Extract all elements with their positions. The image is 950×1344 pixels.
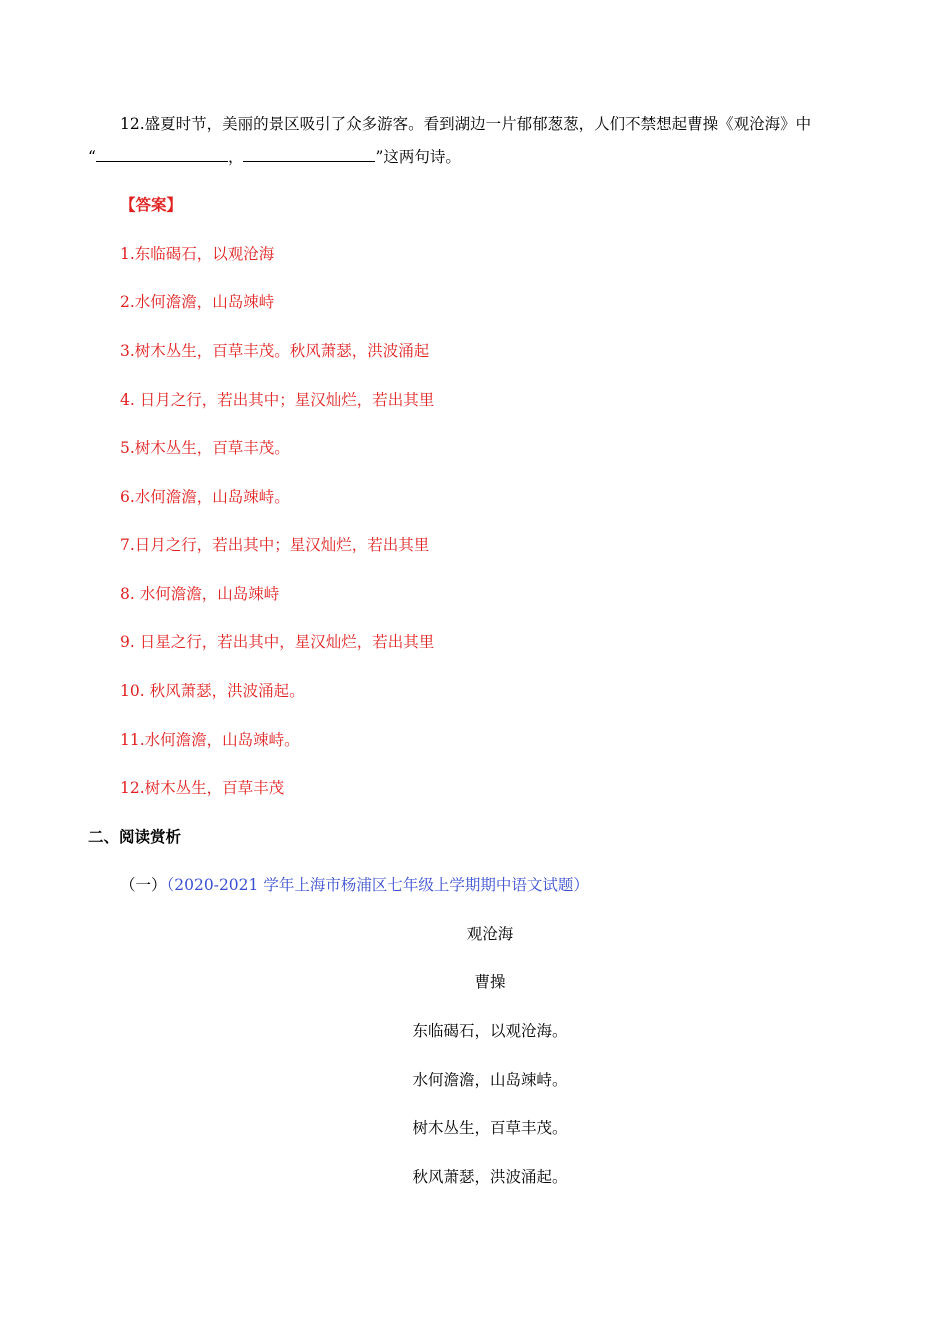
answer-item: 12.树木丛生，百草丰茂 bbox=[120, 779, 285, 797]
passage-label: （一） bbox=[120, 876, 167, 894]
answer-item: 2.水何澹澹，山岛竦峙 bbox=[120, 293, 275, 311]
answer-item: 4. 日月之行，若出其中；星汉灿烂，若出其里 bbox=[120, 391, 435, 409]
question-12-blanks bbox=[88, 147, 461, 167]
answer-item: 3.树木丛生，百草丰茂。秋风萧瑟，洪波涌起 bbox=[120, 342, 430, 360]
question-12-tail: ”这两句诗。 bbox=[375, 148, 461, 166]
answer-item: 5.树木丛生，百草丰茂。 bbox=[120, 439, 290, 457]
answer-heading: 【答案】 bbox=[120, 195, 183, 214]
answer-item: 7.日月之行，若出其中；星汉灿烂，若出其里 bbox=[120, 536, 430, 554]
answer-item: 11.水何澹澹，山岛竦峙。 bbox=[120, 731, 300, 749]
section-title: 二、阅读赏析 bbox=[88, 827, 182, 846]
poem-title: 观沧海 bbox=[466, 925, 514, 943]
passage-header bbox=[120, 875, 589, 895]
answer-item: 6.水何澹澹，山岛竦峙。 bbox=[120, 488, 290, 506]
answer-item: 8. 水何澹澹，山岛竦峙 bbox=[120, 585, 280, 603]
answer-blank-2 bbox=[243, 147, 375, 162]
answer-item: 10. 秋风萧瑟，洪波涌起。 bbox=[120, 682, 305, 700]
poem-author: 曹操 bbox=[474, 973, 506, 991]
poem-line: 东临碣石，以观沧海。 bbox=[412, 1022, 568, 1040]
answer-blank-1 bbox=[96, 147, 228, 162]
poem-line: 树木丛生，百草丰茂。 bbox=[412, 1119, 568, 1137]
poem-line: 秋风萧瑟，洪波涌起。 bbox=[412, 1168, 568, 1186]
passage-source: （2020-2021 学年上海市杨浦区七年级上学期期中语文试题） bbox=[166, 876, 589, 894]
poem-line: 水何澹澹，山岛竦峙。 bbox=[412, 1071, 568, 1089]
open-quote: “ bbox=[88, 148, 96, 166]
answer-item: 9. 日星之行，若出其中，星汉灿烂，若出其里 bbox=[120, 633, 435, 651]
blank-separator: ， bbox=[227, 148, 244, 166]
answer-item: 1.东临碣石，以观沧海 bbox=[120, 245, 275, 263]
question-12-text: 12.盛夏时节，美丽的景区吸引了众多游客。看到湖边一片郁郁葱葱，人们不禁想起曹操《观沧海》中 bbox=[120, 115, 812, 133]
